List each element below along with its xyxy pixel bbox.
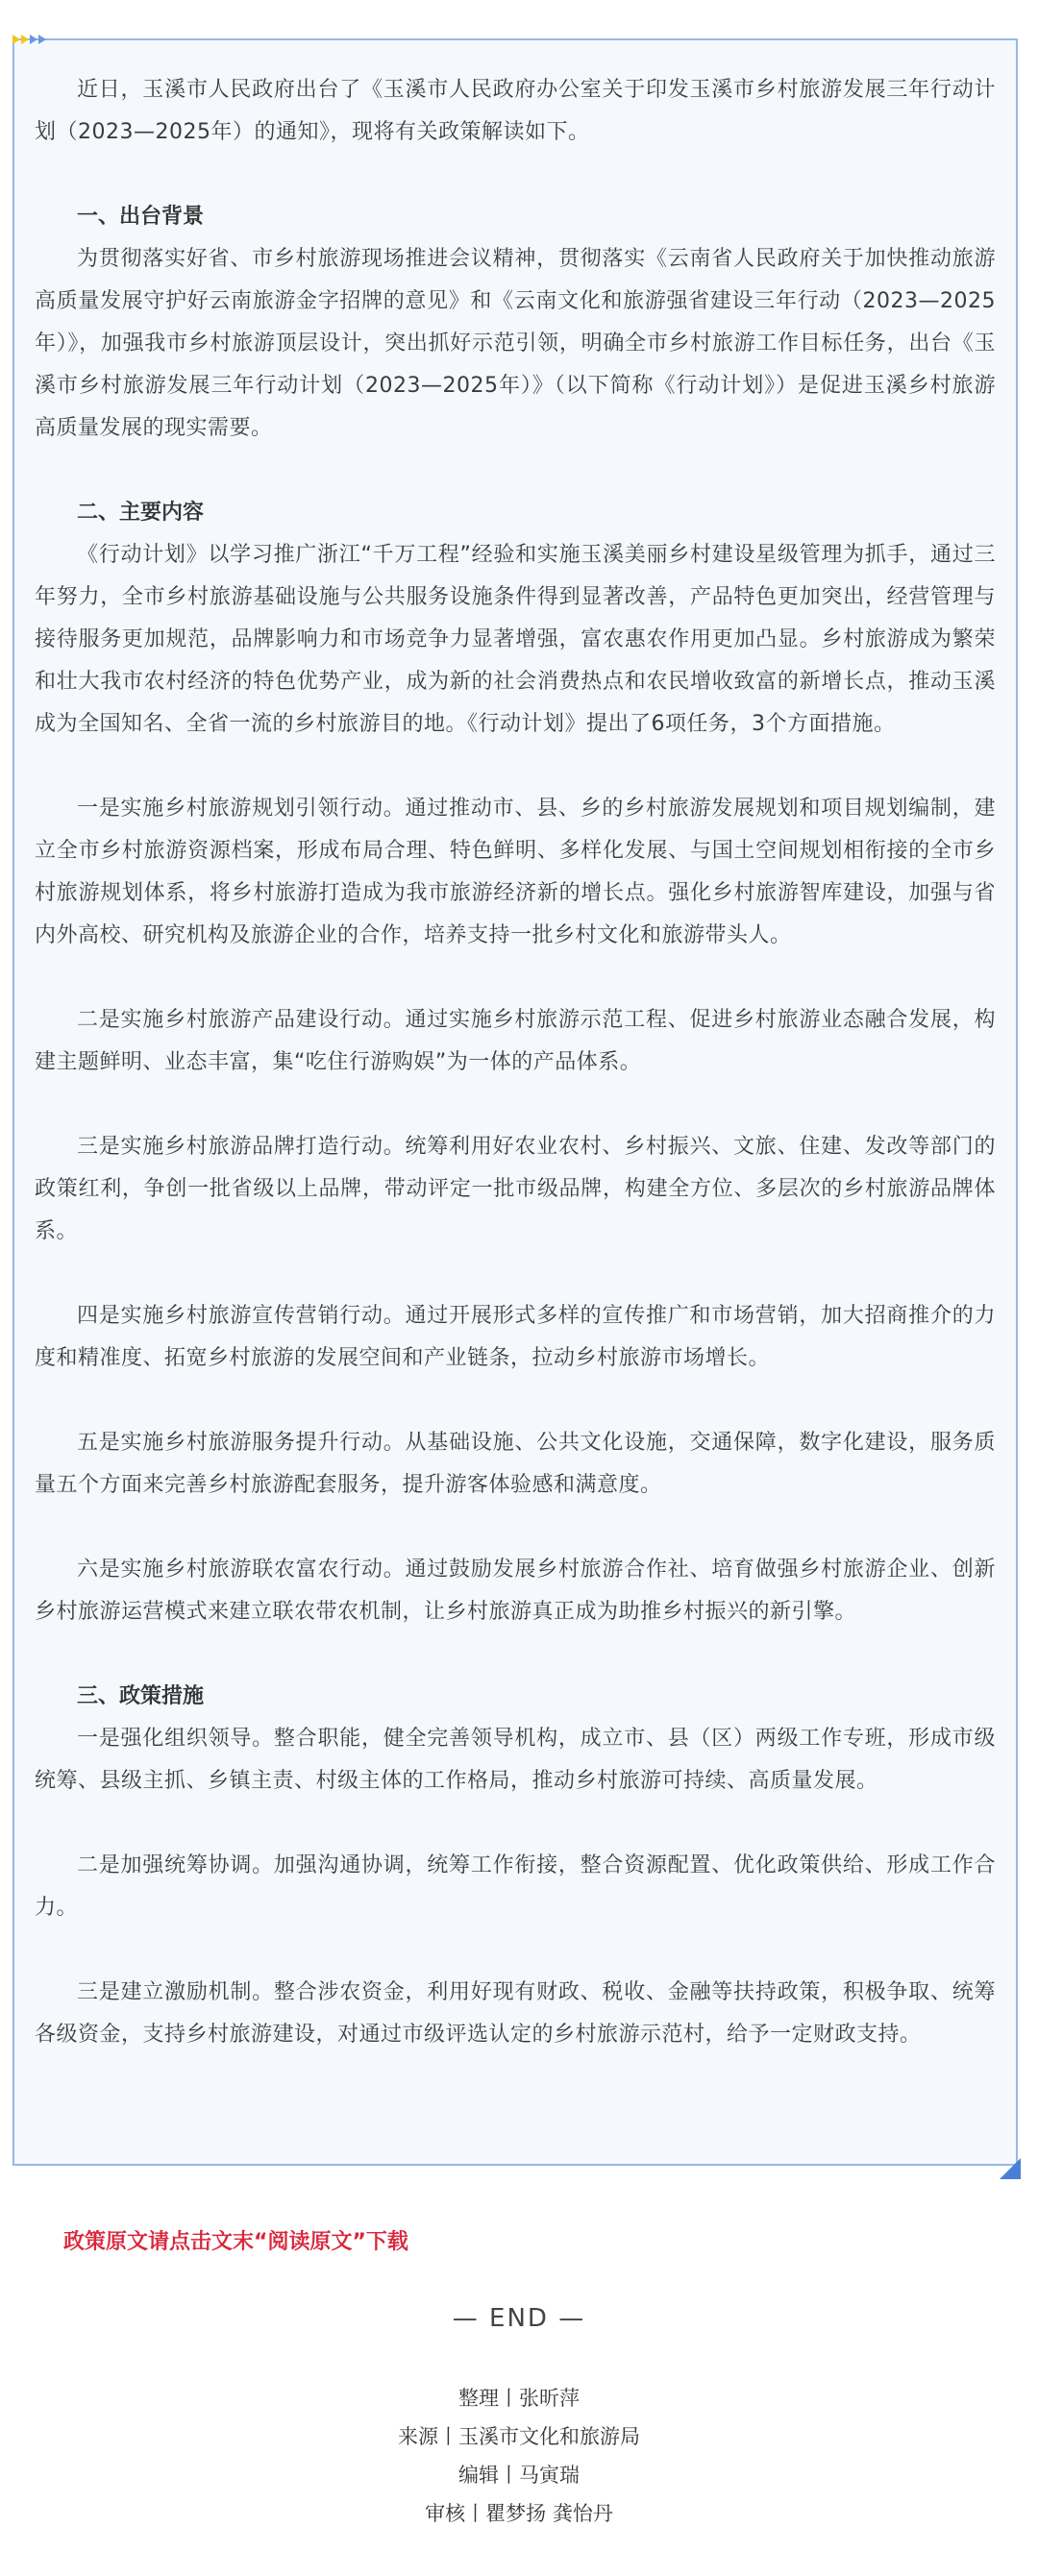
corner-arrows-icon <box>12 33 53 46</box>
section-paragraph: 《行动计划》以学习推广浙江“千万工程”经验和实施玉溪美丽乡村建设星级管理为抓手，通过三年努力，全市乡村旅游基础设施与公共服务设施条件得到显著改善，产品特色更加突出，经营管理与接待服务更加规范，品牌影响力和市场竞争力显著增强，富农惠农作用更加凸显。乡村旅游成为繁荣和壮大我市农村经济的特色优势产业，成为新的社会消费热点和农民增收致富的新增长点，推动玉溪成为全国知名、全省一流的乡村旅游目的地。《行动计划》提出了6项任务，3个方面措施。 <box>35 543 996 736</box>
credits <box>0 2379 1038 2533</box>
task-paragraph: 五是实施乡村旅游服务提升行动。从基础设施、公共文化设施，交通保障，数字化建设，服务质量五个方面来完善乡村旅游配套服务，提升游客体验感和满意度。 <box>35 1431 996 1497</box>
section-heading-content: 二、主要内容 <box>77 501 205 525</box>
intro-paragraph: 近日，玉溪市人民政府出台了《玉溪市人民政府办公室关于印发玉溪市乡村旅游发展三年行动计划（2023—2025年）的通知》，现将有关政策解读如下。 <box>35 78 996 144</box>
corner-triangle-icon <box>1000 2158 1021 2179</box>
measure-paragraph: 二是加强统筹协调。加强沟通协调，统筹工作衔接，整合资源配置、优化政策供给、形成工作合力。 <box>35 1853 996 1920</box>
read-original-note: 政策原文请点击文末“阅读原文”下载 <box>63 2230 408 2254</box>
section-heading-background: 一、出台背景 <box>77 205 205 229</box>
credit-editor: 编辑丨马寅瑞 <box>458 2464 580 2487</box>
task-paragraph: 四是实施乡村旅游宣传营销行动。通过开展形式多样的宣传推广和市场营销，加大招商推介的力度和精准度、拓宽乡村旅游的发展空间和产业链条，拉动乡村旅游市场增长。 <box>35 1304 996 1370</box>
task-paragraph: 三是实施乡村旅游品牌打造行动。统筹利用好农业农村、乡村振兴、文旅、住建、发改等部门的政策红利，争创一批省级以上品牌，带动评定一批市级品牌，构建全方位、多层次的乡村旅游品牌体系。 <box>35 1135 996 1243</box>
section-heading-measures: 三、政策措施 <box>77 1684 205 1708</box>
credit-organize: 整理丨张昕萍 <box>458 2387 580 2410</box>
task-paragraph: 二是实施乡村旅游产品建设行动。通过实施乡村旅游示范工程、促进乡村旅游业态融合发展，构建主题鲜明、业态丰富，集“吃住行游购娱”为一体的产品体系。 <box>35 1008 996 1074</box>
credit-review: 审核丨瞿梦扬 龚怡丹 <box>425 2502 613 2525</box>
task-paragraph: 六是实施乡村旅游联农富农行动。通过鼓励发展乡村旅游合作社、培育做强乡村旅游企业、创新乡村旅游运营模式来建立联农带农机制，让乡村旅游真正成为助推乡村振兴的新引擎。 <box>35 1558 996 1624</box>
credit-source: 来源丨玉溪市文化和旅游局 <box>398 2425 640 2448</box>
section-paragraph: 为贯彻落实好省、市乡村旅游现场推进会议精神，贯彻落实《云南省人民政府关于加快推动旅游高质量发展守护好云南旅游金字招牌的意见》和《云南文化和旅游强省建设三年行动（2023—2025年）》，加强我市乡村旅游顶层设计，突出抓好示范引领，明确全市乡村旅游工作目标任务，出台《玉溪市乡村旅游发展三年行动计划（2023—2025年）》（以下简称《行动计划》）是促进玉溪乡村旅游高质量发展的现实需要。 <box>35 247 996 440</box>
measure-paragraph: 三是建立激励机制。整合涉农资金，利用好现有财政、税收、金融等扶持政策，积极争取、统筹各级资金，支持乡村旅游建设，对通过市级评选认定的乡村旅游示范村，给予一定财政支持。 <box>35 1980 996 2047</box>
article-body <box>35 69 996 2056</box>
end-marker: — END — <box>452 2304 586 2333</box>
task-paragraph: 一是实施乡村旅游规划引领行动。通过推动市、县、乡的乡村旅游发展规划和项目规划编制，建立全市乡村旅游资源档案，形成布局合理、特色鲜明、多样化发展、与国土空间规划相衔接的全市乡村旅游规划体系，将乡村旅游打造成为我市旅游经济新的增长点。强化乡村旅游智库建设，加强与省内外高校、研究机构及旅游企业的合作，培养支持一批乡村文化和旅游带头人。 <box>35 797 996 947</box>
measure-paragraph: 一是强化组织领导。整合职能，健全完善领导机构，成立市、县（区）两级工作专班，形成市级统筹、县级主抓、乡镇主责、村级主体的工作格局，推动乡村旅游可持续、高质量发展。 <box>35 1727 996 1793</box>
